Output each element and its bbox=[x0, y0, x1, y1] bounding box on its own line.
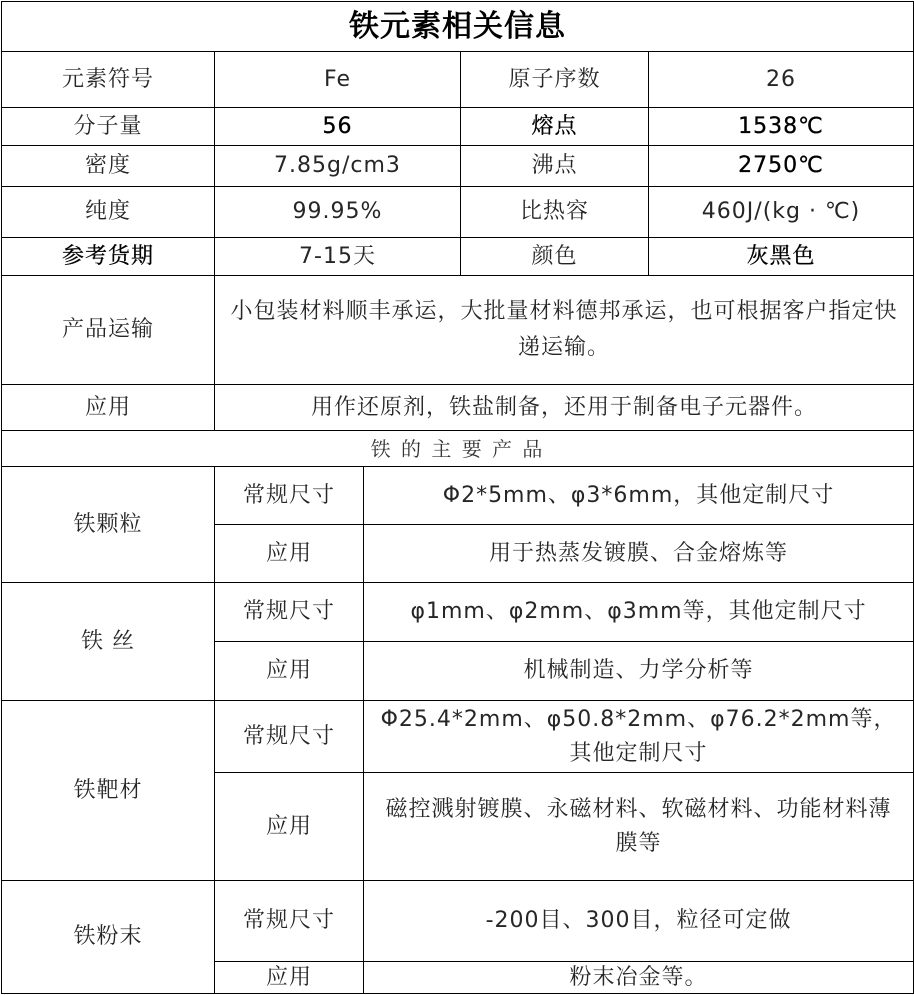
product-size-value: Φ2*5mm、φ3*6mm，其他定制尺寸 bbox=[364, 467, 914, 525]
transport-row bbox=[2, 276, 914, 385]
application-label: 应用 bbox=[2, 385, 215, 431]
transport-label: 产品运输 bbox=[2, 276, 215, 385]
property-value: 7.85g/cm3 bbox=[215, 146, 461, 187]
product-use-label: 应用 bbox=[215, 525, 364, 583]
products-heading-row bbox=[2, 431, 914, 467]
property-label: 沸点 bbox=[461, 146, 649, 187]
product-use-value: 粉末冶金等。 bbox=[364, 962, 914, 994]
property-label: 比热容 bbox=[461, 187, 649, 238]
property-value: 26 bbox=[649, 52, 914, 108]
property-row bbox=[2, 187, 914, 238]
product-size-label: 常规尺寸 bbox=[215, 701, 364, 773]
table-title: 铁元素相关信息 bbox=[2, 2, 914, 52]
product-name: 铁颗粒 bbox=[2, 467, 215, 583]
product-size-row bbox=[2, 467, 914, 525]
iron-info-table bbox=[1, 1, 914, 994]
products-heading: 铁 的 主 要 产 品 bbox=[2, 431, 914, 467]
product-use-value: 磁控溅射镀膜、永磁材料、软磁材料、功能材料薄膜等 bbox=[364, 773, 914, 881]
property-value: 460J/(kg · ℃) bbox=[649, 187, 914, 238]
product-use-label: 应用 bbox=[215, 962, 364, 994]
product-name: 铁靶材 bbox=[2, 701, 215, 881]
property-label: 原子序数 bbox=[461, 52, 649, 108]
transport-value: 小包装材料顺丰承运，大批量材料德邦承运，也可根据客户指定快递运输。 bbox=[215, 276, 914, 385]
property-value: 99.95% bbox=[215, 187, 461, 238]
product-use-label: 应用 bbox=[215, 773, 364, 881]
property-value: 灰黑色 bbox=[649, 238, 914, 276]
product-size-label: 常规尺寸 bbox=[215, 583, 364, 642]
product-size-value: Φ25.4*2mm、φ50.8*2mm、φ76.2*2mm等，其他定制尺寸 bbox=[364, 701, 914, 773]
product-size-value: -200目、300目，粒径可定做 bbox=[364, 881, 914, 962]
property-label: 元素符号 bbox=[2, 52, 215, 108]
product-use-label: 应用 bbox=[215, 642, 364, 701]
product-size-label: 常规尺寸 bbox=[215, 467, 364, 525]
property-label: 纯度 bbox=[2, 187, 215, 238]
product-size-row bbox=[2, 881, 914, 962]
product-name: 铁粉末 bbox=[2, 881, 215, 994]
property-label: 熔点 bbox=[461, 108, 649, 146]
product-size-label: 常规尺寸 bbox=[215, 881, 364, 962]
property-label: 分子量 bbox=[2, 108, 215, 146]
property-row bbox=[2, 238, 914, 276]
product-use-value: 用于热蒸发镀膜、合金熔炼等 bbox=[364, 525, 914, 583]
property-row bbox=[2, 108, 914, 146]
property-value: 2750℃ bbox=[649, 146, 914, 187]
property-row bbox=[2, 146, 914, 187]
property-value: Fe bbox=[215, 52, 461, 108]
property-label: 参考货期 bbox=[2, 238, 215, 276]
property-value: 7-15天 bbox=[215, 238, 461, 276]
property-value: 56 bbox=[215, 108, 461, 146]
application-value: 用作还原剂，铁盐制备，还用于制备电子元器件。 bbox=[215, 385, 914, 431]
property-row bbox=[2, 52, 914, 108]
property-label: 颜色 bbox=[461, 238, 649, 276]
product-size-row bbox=[2, 701, 914, 773]
title-row bbox=[2, 2, 914, 52]
application-row bbox=[2, 385, 914, 431]
product-size-row bbox=[2, 583, 914, 642]
product-size-value: φ1mm、φ2mm、φ3mm等，其他定制尺寸 bbox=[364, 583, 914, 642]
product-use-value: 机械制造、力学分析等 bbox=[364, 642, 914, 701]
property-value: 1538℃ bbox=[649, 108, 914, 146]
product-name: 铁 丝 bbox=[2, 583, 215, 701]
property-label: 密度 bbox=[2, 146, 215, 187]
